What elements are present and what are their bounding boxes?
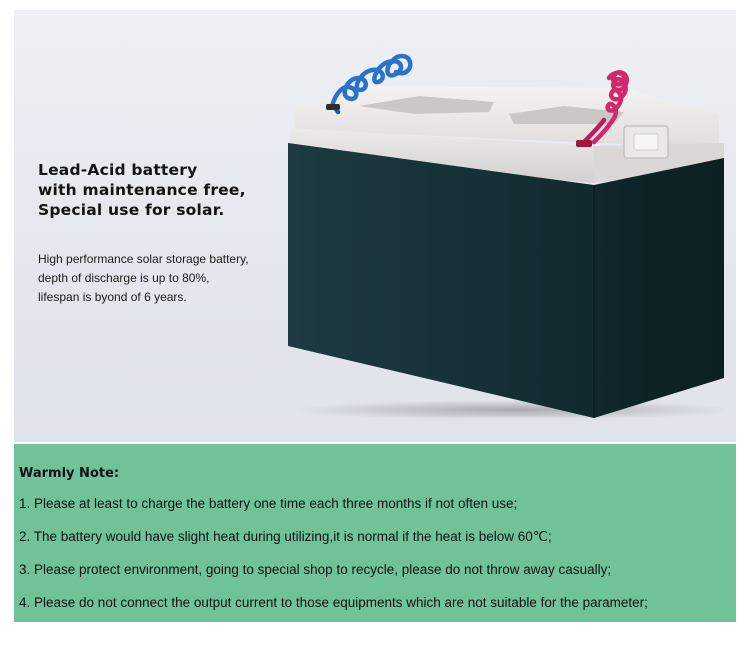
notes-panel xyxy=(14,444,736,622)
headline-line-2: with maintenance free, xyxy=(38,181,246,199)
description-line-1: High performance solar storage battery, xyxy=(38,252,249,266)
note-item-4: 4. Please do not connect the output current to those equipments which are not suitable for the parameter; xyxy=(19,595,648,610)
notes-title: Warmly Note: xyxy=(19,466,120,481)
headline-line-3: Special use for solar. xyxy=(38,201,225,219)
note-item-3: 3. Please protect environment, going to special shop to recycle, please do not throw away casually; xyxy=(19,562,612,577)
headline-line-1: Lead-Acid battery xyxy=(38,161,198,179)
description xyxy=(38,250,278,307)
negative-terminal xyxy=(326,104,340,110)
battery-case-front xyxy=(288,143,594,418)
description-line-3: lifespan is byond of 6 years. xyxy=(38,290,187,304)
note-item-1: 1. Please at least to charge the battery one time each three months if not often use; xyxy=(19,496,518,511)
battery-lid-handle-slot xyxy=(634,134,658,150)
headline xyxy=(38,160,268,220)
battery-image xyxy=(264,48,724,418)
battery-case-side xyxy=(594,158,724,418)
positive-terminal xyxy=(576,140,592,147)
description-line-2: depth of discharge is up to 80%, xyxy=(38,271,210,285)
battery-shadow xyxy=(294,400,724,418)
hero-panel xyxy=(14,10,736,442)
note-item-2: 2. The battery would have slight heat during utilizing,it is normal if the heat is below 60℃; xyxy=(19,529,552,544)
